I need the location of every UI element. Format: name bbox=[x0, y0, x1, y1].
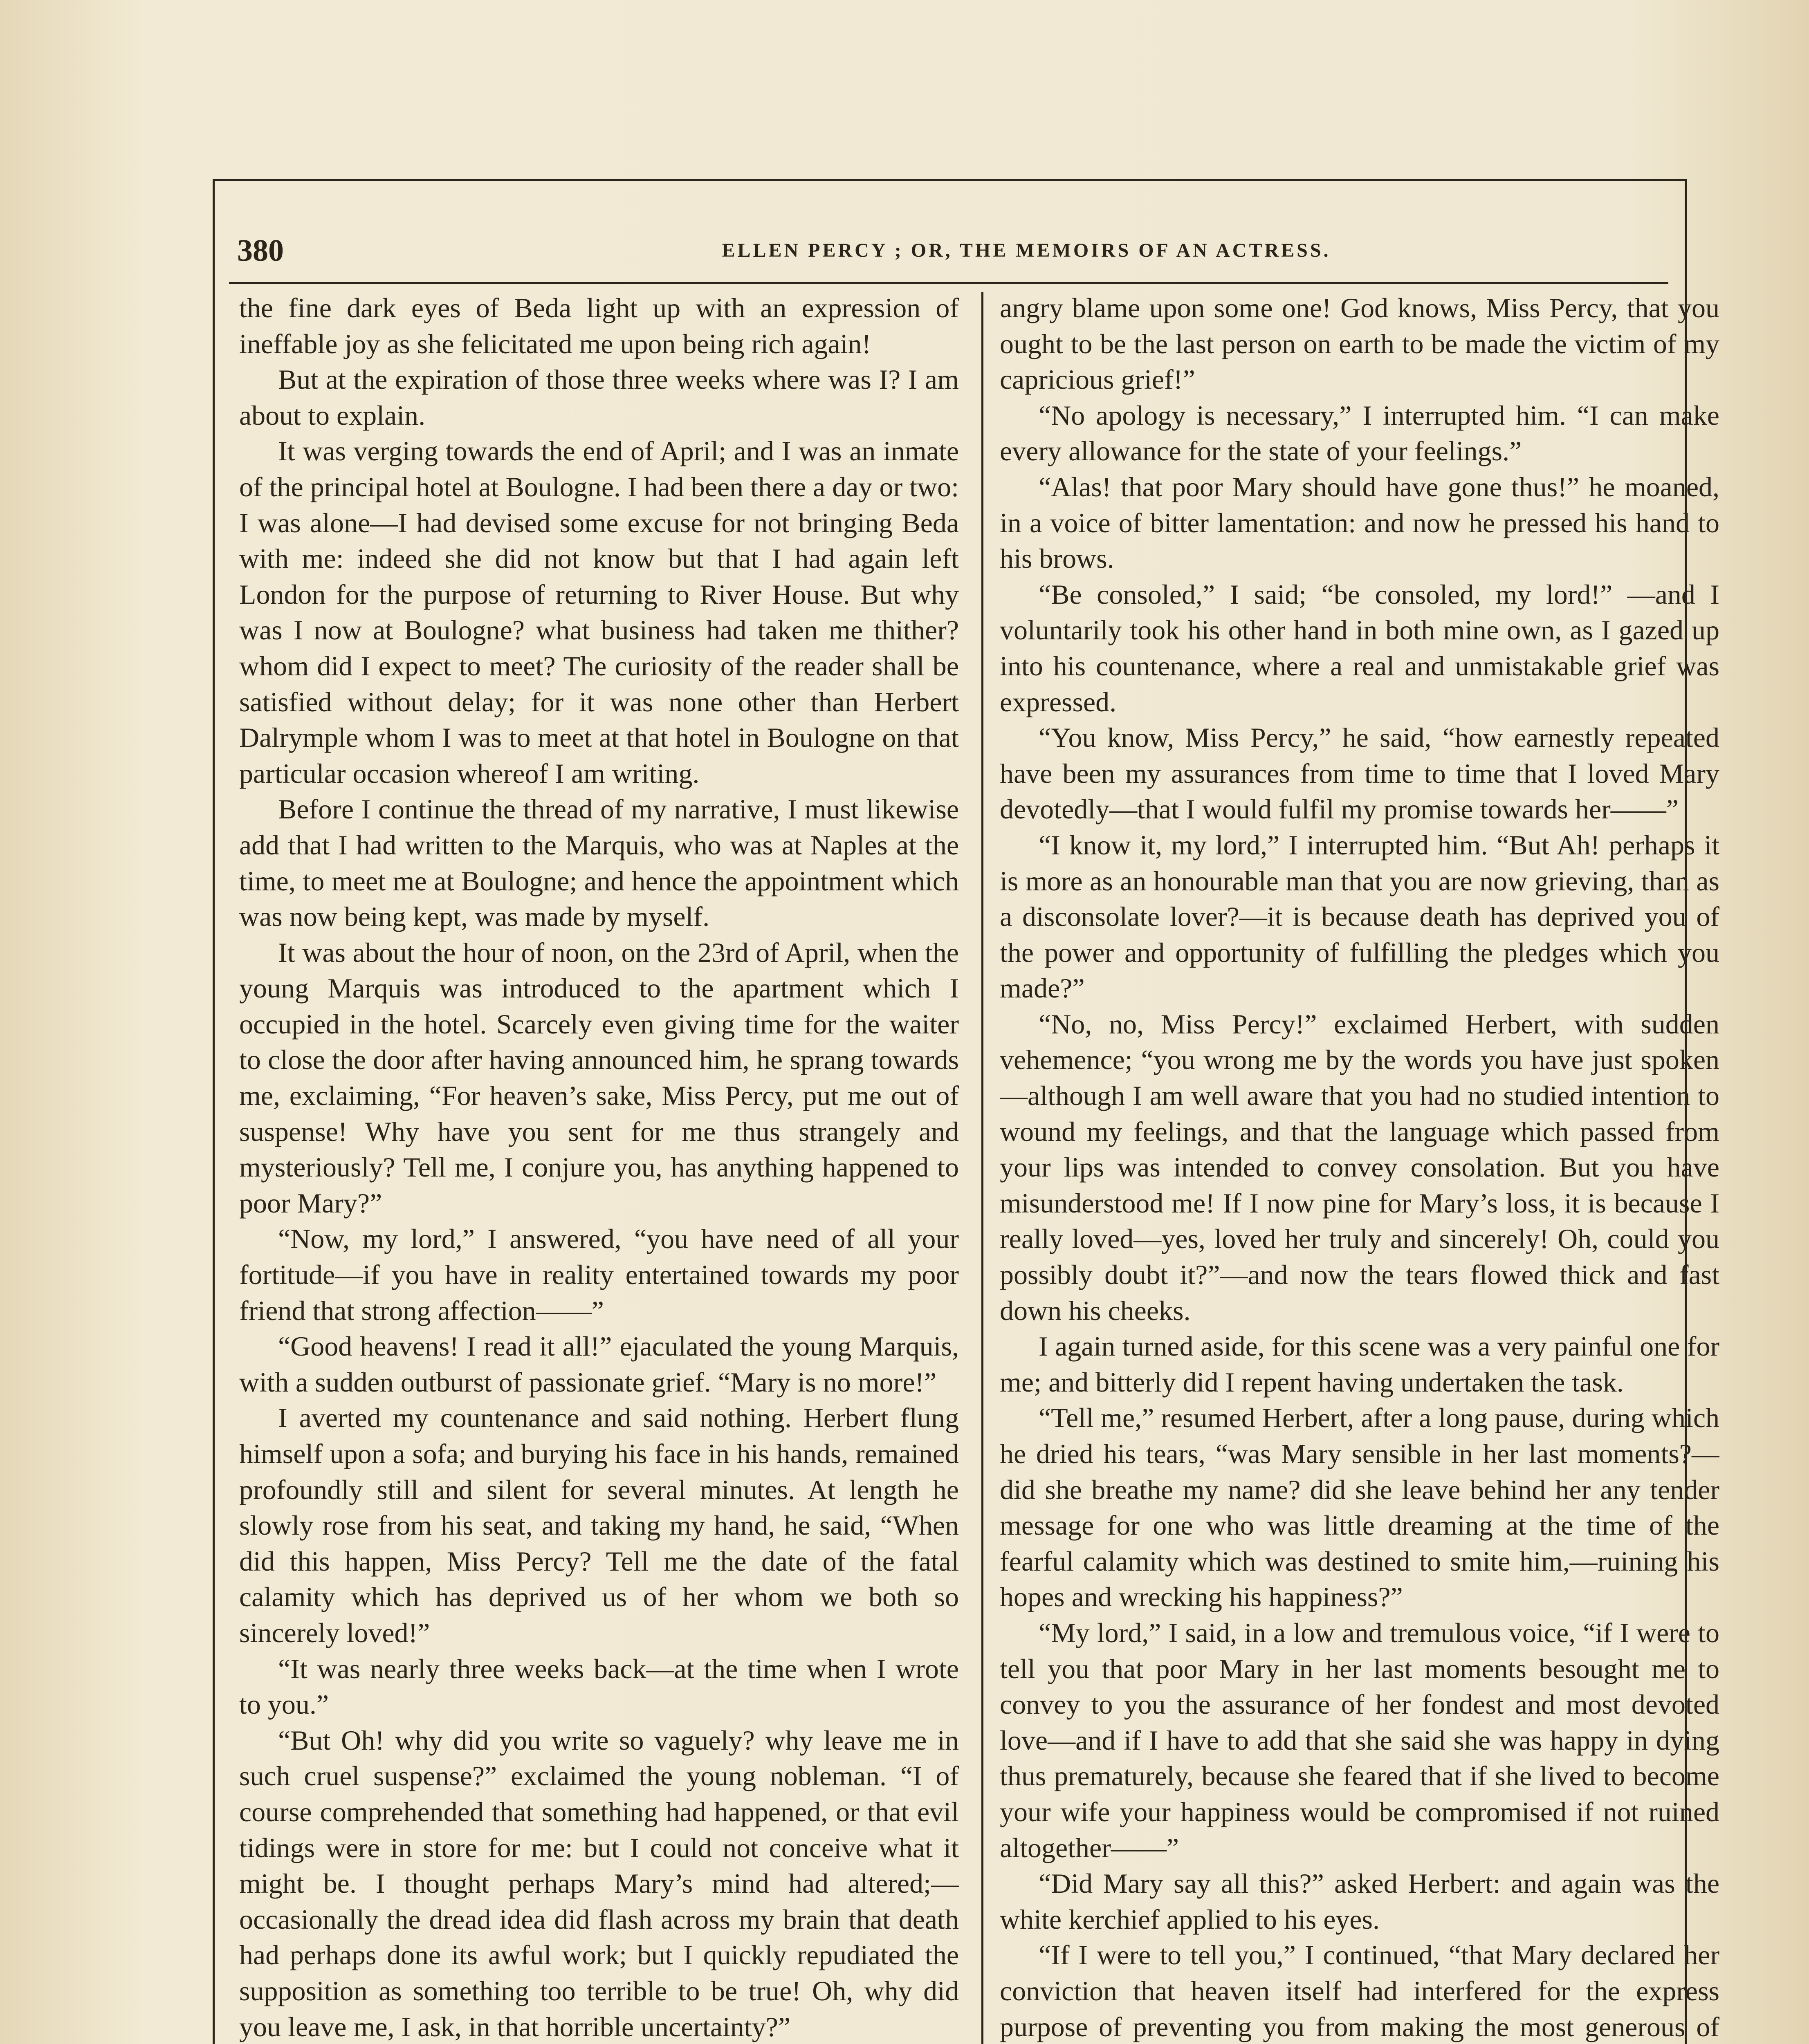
paragraph: Before I continue the thread of my narrative, I must likewise add that I had written to the Marquis, who was at Naples at the time, to meet me at Boulogne; and hence the appointment which was now being kept, was made by myself. bbox=[239, 793, 959, 932]
page-header bbox=[237, 229, 1660, 274]
paragraph: I averted my countenance and said nothing. Herbert flung himself upon a sofa; and burying his face in his hands, remained profoundly still and silent for several minutes. At length he slowly rose from his seat, and taking my hand, he said, “When did this happen, Miss Percy? Tell me the date of the fatal calamity which has deprived us of her whom we both so sincerely loved!” bbox=[239, 1402, 959, 1648]
paragraph: “No, no, Miss Percy!” exclaimed Herbert, with sudden vehemence; “you wrong me by the words you have just spoken—although I am well aware that you had no studied intention to wound my feelings, and that the language which passed from your lips was intended to convey consolation. But you have misunderstood me! If I now pine for Mary’s loss, it is because I really loved—yes, loved her truly and sincerely! Oh, could you possibly doubt it?”—and now the tears flowed thick and fast down his cheeks. bbox=[1000, 1008, 1719, 1326]
header-rule bbox=[229, 282, 1668, 284]
paragraph: It was about the hour of noon, on the 23rd of April, when the young Marquis was introduced to the apartment which I occupied in the hotel. Scarcely even giving time for the waiter to close the door after having announced him, he sprang towards me, exclaiming, “For heaven’s sake, Miss Percy, put me out of suspense! Why have you sent for me thus strangely and mysteriously? Tell me, I conjure you, has anything happened to poor Mary?” bbox=[239, 937, 959, 1219]
paragraph: “I know it, my lord,” I interrupted him. “But Ah! perhaps it is more as an honourable man that you are now grieving, than as a disconsolate lover?—it is because death has deprived you of the power and opportunity of fulfilling the pledges which you made?” bbox=[1000, 829, 1719, 1004]
paragraph: “It was nearly three weeks back—at the time when I wrote to you.” bbox=[239, 1653, 959, 1720]
column-divider bbox=[981, 292, 983, 2044]
paragraph: “My lord,” I said, in a low and tremulous voice, “if I were to tell you that poor Mary in her last moments besought me to convey to you the assurance of her fondest and most devoted love—and if I have to add that she said she was happy in dying thus prematurely, because she feared that if she lived to become your wife your happiness would be compromised if not ruined altogether——” bbox=[1000, 1617, 1719, 1863]
paragraph: “You know, Miss Percy,” he said, “how earnestly repeated have been my assurances from time to time that I loved Mary devotedly—that I would fulfil my promise towards her——” bbox=[1000, 722, 1719, 825]
paragraph: “Good heavens! I read it all!” ejaculated the young Marquis, with a sudden outburst of passionate grief. “Mary is no more!” bbox=[239, 1331, 959, 1398]
paragraph: angry blame upon some one! God knows, Miss Percy, that you ought to be the last person on earth to be made the victim of my capricious grief!” bbox=[1000, 292, 1719, 395]
right-column bbox=[1000, 290, 1719, 2044]
paragraph: I again turned aside, for this scene was a very painful one for me; and bitterly did I repent having undertaken the task. bbox=[1000, 1331, 1719, 1398]
paragraph: “Be consoled,” I said; “be consoled, my lord!” —and I voluntarily took his other hand in both mine own, as I gazed up into his countenance, where a real and unmistakable grief was expressed. bbox=[1000, 578, 1719, 717]
paragraph: the fine dark eyes of Beda light up with an expression of ineffable joy as she felicitated me upon being rich again! bbox=[239, 292, 959, 359]
paragraph: It was verging towards the end of April; and I was an inmate of the principal hotel at Boulogne. I had been there a day or two: I was alone—I had devised some excuse for not bringing Beda with me: indeed she did not know but that I had again left London for the purpose of returning to River House. But why was I now at Boulogne? what business had taken me thither? whom did I expect to meet? The curiosity of the reader shall be satisfied without delay; for it was none other than Herbert Dalrymple whom I was to meet at that hotel in Boulogne on that particular occasion whereof I am writing. bbox=[239, 435, 959, 789]
paragraph: “No apology is necessary,” I interrupted him. “I can make every allowance for the state of your feelings.” bbox=[1000, 399, 1719, 467]
paragraph: “If I were to tell you,” I continued, “that Mary declared her conviction that heaven itself had interfered for the express purpose of preventing you from making the most generous of bbox=[1000, 1939, 1719, 2042]
paragraph: “Alas! that poor Mary should have gone thus!” he moaned, in a voice of bitter lamentation: and now he pressed his hand to his brows. bbox=[1000, 471, 1719, 574]
page-number: 380 bbox=[237, 233, 284, 268]
paragraph: “Did Mary say all this?” asked Herbert: and again was the white kerchief applied to his eyes. bbox=[1000, 1868, 1719, 1935]
paragraph: “But Oh! why did you write so vaguely? why leave me in such cruel suspense?” exclaimed the young nobleman. “I of course comprehended that something had happened, or that evil tidings were in store for me: but I could not conceive what it might be. I thought perhaps Mary’s mind had altered;—occasionally the dread idea did flash across my brain that death had perhaps done its awful work; but I quickly repudiated the supposition as something too terrible to be true! Oh, why did you leave me, I ask, in that horrible uncertainty?” bbox=[239, 1724, 959, 2042]
paragraph: “Now, my lord,” I answered, “you have need of all your fortitude—if you have in reality entertained towards my poor friend that strong affection——” bbox=[239, 1223, 959, 1326]
paragraph: “Tell me,” resumed Herbert, after a long pause, during which he dried his tears, “was Mary sensible in her last moments?—did she breathe my name? did she leave behind her any tender message for one who was little dreaming at the time of the fearful calamity which was destined to smite him,—ruining his hopes and wrecking his happiness?” bbox=[1000, 1402, 1719, 1613]
paragraph: But at the expiration of those three weeks where was I? I am about to explain. bbox=[239, 364, 959, 431]
running-title: ELLEN PERCY ; OR, THE MEMOIRS OF AN ACTRESS. bbox=[722, 240, 1331, 261]
left-column bbox=[239, 290, 959, 2044]
